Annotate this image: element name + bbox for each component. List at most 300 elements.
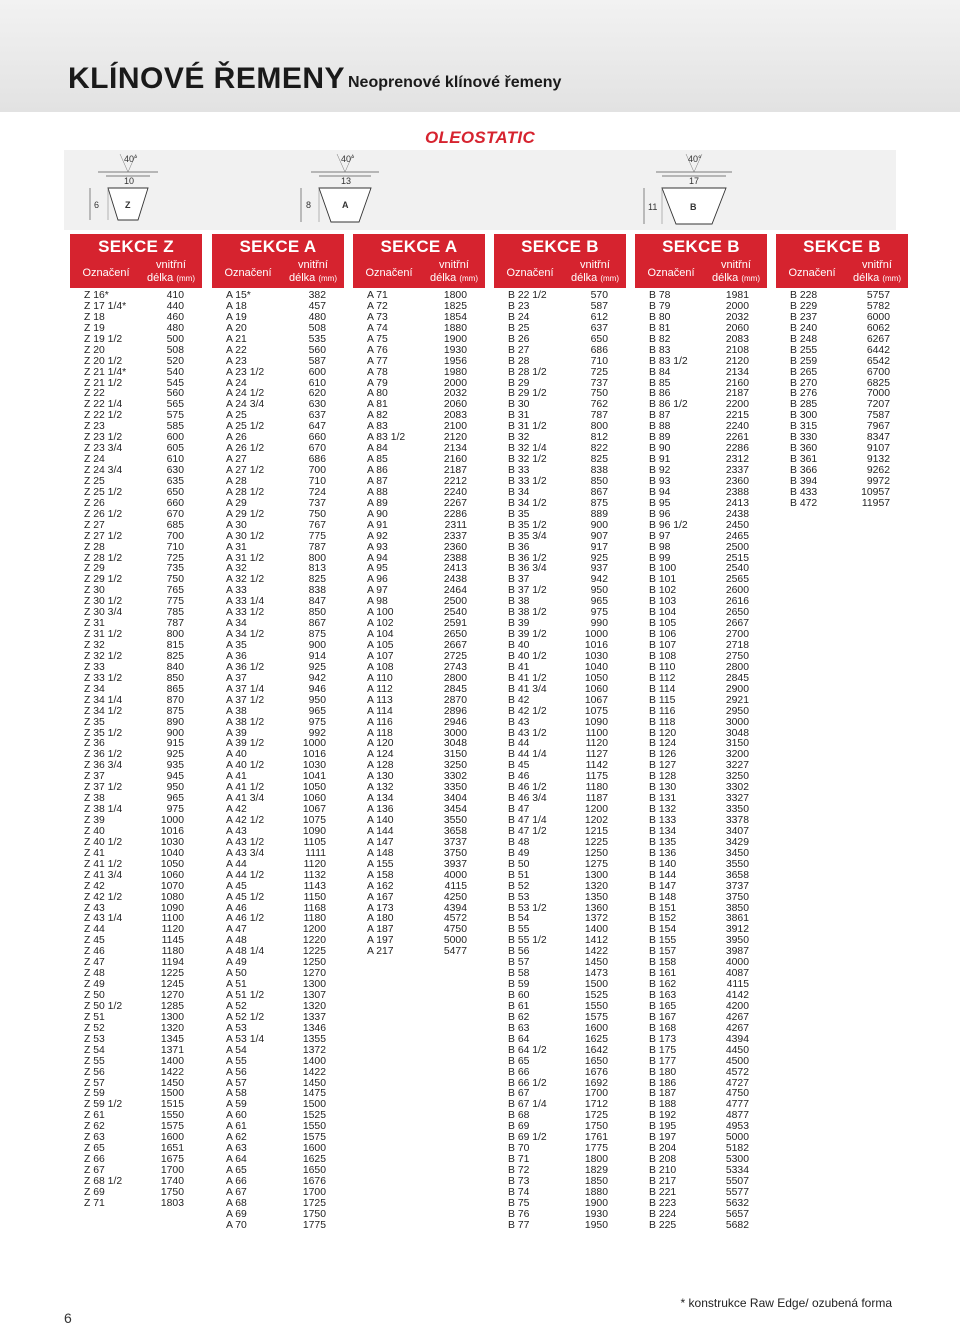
belt-designation: Z 45 — [84, 935, 105, 947]
belt-length: 900 — [166, 727, 184, 739]
table-row — [635, 368, 767, 379]
belt-length: 724 — [308, 486, 326, 498]
belt-length: 1412 — [584, 935, 608, 947]
header-length-word: délka — [429, 272, 457, 284]
table-row — [353, 947, 485, 958]
belt-designation: A 39 1/2 — [226, 738, 265, 750]
belt-designation: B 81 — [649, 322, 671, 334]
table-row — [353, 707, 485, 718]
belt-length: 3950 — [725, 935, 749, 947]
belt-designation: A 147 — [367, 836, 394, 848]
belt-length: 1422 — [584, 946, 608, 958]
belt-length: 2160 — [725, 377, 749, 389]
belt-length: 867 — [308, 618, 326, 630]
belt-length: 2616 — [725, 596, 749, 608]
belt-designation: A 105 — [367, 640, 394, 651]
belt-length: 1300 — [160, 1011, 184, 1023]
belt-designation: A 63 — [226, 1143, 247, 1155]
belt-designation: A 33 1/4 — [226, 596, 265, 608]
belt-length: 1500 — [160, 1088, 184, 1100]
belt-length: 630 — [166, 465, 184, 476]
table-row — [635, 718, 767, 729]
belt-designation: A 98 — [367, 596, 388, 608]
belt-length: 2083 — [725, 333, 749, 345]
belt-length: 1150 — [303, 891, 326, 903]
belt-designation: Z 66 — [84, 1154, 105, 1166]
belt-length: 2240 — [725, 421, 749, 433]
belt-designation: B 47 1/2 — [508, 825, 547, 837]
belt-designation: Z 56 — [84, 1066, 105, 1078]
belt-designation: B 361 — [790, 454, 818, 466]
belt-designation: B 36 3/4 — [508, 563, 547, 575]
belt-designation: B 85 — [649, 377, 671, 389]
belt-length: 2134 — [725, 366, 749, 378]
belt-designation: B 83 1/2 — [649, 355, 688, 367]
belt-designation: B 73 — [508, 1175, 530, 1187]
belt-length: 865 — [166, 683, 184, 695]
belt-length: 1202 — [584, 815, 608, 826]
belt-length: 4267 — [725, 1022, 749, 1034]
belt-designation: A 49 — [226, 957, 247, 969]
belt-designation: Z 50 1/2 — [84, 1000, 123, 1012]
table-row — [212, 1068, 344, 1079]
belt-designation: A 110 — [367, 672, 393, 684]
belt-designation: B 104 — [649, 607, 677, 619]
belt-designation: A 69 — [226, 1208, 247, 1220]
belt-designation: A 118 — [367, 727, 393, 739]
belt-length: 2870 — [443, 694, 467, 706]
belt-designation: B 33 — [508, 465, 530, 476]
belt-length: 1676 — [302, 1175, 326, 1187]
header-length-line1: vnitřní — [439, 259, 469, 271]
belt-designation: A 39 — [226, 727, 247, 739]
belt-designation: B 158 — [649, 957, 677, 969]
belt-length: 1525 — [302, 1110, 326, 1122]
table-row — [70, 871, 202, 882]
belt-length: 1225 — [160, 968, 184, 980]
table-row — [635, 893, 767, 904]
table-row — [70, 707, 202, 718]
belt-length: 1422 — [160, 1066, 184, 1078]
belt-designation: A 155 — [367, 858, 394, 870]
belt-designation: A 37 — [226, 672, 247, 684]
belt-designation: A 107 — [367, 650, 394, 662]
table-row — [494, 882, 626, 893]
belt-designation: B 173 — [649, 1033, 677, 1045]
belt-length: 5757 — [866, 290, 890, 301]
belt-designation: A 30 1/2 — [226, 530, 265, 542]
belt-designation: Z 41 3/4 — [84, 869, 123, 881]
belt-designation: Z 27 — [84, 519, 105, 531]
table-body — [776, 288, 908, 510]
belt-length: 1422 — [302, 1066, 326, 1078]
belt-length: 7967 — [866, 421, 890, 433]
belt-designation: Z 16* — [84, 290, 109, 301]
belt-designation: B 28 — [508, 355, 530, 367]
header-length-line2 — [846, 272, 908, 285]
belt-designation: Z 35 — [84, 716, 105, 728]
belt-length: 1100 — [161, 913, 184, 925]
belt-length: 587 — [308, 355, 326, 367]
belt-length: 800 — [590, 421, 608, 433]
belt-designation: A 53 — [226, 1022, 247, 1034]
belt-designation: A 93 — [367, 541, 388, 553]
belt-designation: B 41 3/4 — [508, 683, 547, 695]
belt-length: 812 — [590, 432, 608, 444]
belt-length: 5782 — [866, 300, 890, 312]
belt-length: 3407 — [725, 825, 749, 837]
belt-designation: B 330 — [790, 432, 818, 444]
belt-length: 1450 — [160, 1077, 184, 1089]
belt-designation: Z 28 1/2 — [84, 552, 123, 564]
belt-length: 840 — [166, 661, 184, 673]
belt-length: 585 — [166, 421, 184, 433]
belt-length: 965 — [166, 793, 184, 805]
belt-length: 2743 — [443, 661, 467, 673]
belt-length: 2134 — [443, 443, 467, 455]
belt-designation: Z 23 1/2 — [84, 432, 123, 444]
belt-length: 5000 — [725, 1132, 749, 1144]
table-row — [212, 1046, 344, 1057]
table-row — [353, 543, 485, 554]
belt-length: 1041 — [302, 771, 326, 783]
belt-length: 540 — [166, 366, 184, 378]
belt-designation: Z 30 3/4 — [84, 607, 123, 619]
belt-designation: Z 26 — [84, 497, 105, 509]
profile-width: 10 — [124, 176, 135, 186]
belt-length: 1650 — [302, 1165, 326, 1176]
belt-designation: B 38 — [508, 596, 530, 608]
belt-length: 2921 — [725, 694, 749, 706]
belt-length: 1400 — [160, 1055, 184, 1067]
belt-length: 737 — [590, 377, 608, 389]
section-table — [212, 234, 344, 1232]
belt-designation: Z 17 1/4* — [84, 300, 127, 312]
belt-designation: B 65 — [508, 1055, 530, 1067]
belt-designation: A 35 — [226, 640, 247, 651]
belt-designation: B 63 — [508, 1022, 530, 1034]
belt-length: 3350 — [443, 782, 467, 794]
belt-designation: B 128 — [649, 771, 677, 783]
belt-designation: B 155 — [649, 935, 677, 947]
belt-designation: B 32 — [508, 432, 530, 444]
belt-length: 1050 — [160, 858, 184, 870]
belt-designation: A 75 — [367, 333, 388, 345]
belt-designation: A 25 — [226, 410, 247, 422]
belt-designation: Z 62 — [84, 1121, 105, 1133]
belt-length: 975 — [308, 716, 326, 728]
belt-length: 1450 — [302, 1077, 326, 1089]
header-length-line2 — [423, 272, 485, 285]
belt-designation: A 66 — [226, 1175, 247, 1187]
belt-length: 1200 — [584, 804, 608, 816]
belt-length: 1320 — [584, 880, 608, 892]
belt-length: 647 — [308, 421, 326, 433]
belt-length: 1900 — [584, 1197, 608, 1209]
belt-designation: A 78 — [367, 366, 388, 378]
belt-designation: Z 40 1/2 — [84, 836, 123, 848]
belt-length: 382 — [308, 290, 326, 301]
belt-designation: B 131 — [649, 793, 677, 805]
belt-designation: B 78 — [649, 290, 671, 301]
belt-designation: Z 44 — [84, 924, 105, 936]
belt-length: 965 — [308, 705, 326, 717]
belt-length: 2200 — [725, 399, 749, 411]
belt-designation: A 25 1/2 — [226, 421, 265, 433]
belt-designation: B 23 — [508, 300, 530, 312]
belt-length: 4250 — [443, 891, 467, 903]
belt-designation: A 23 — [226, 355, 247, 367]
section-title: SEKCE A — [212, 234, 344, 258]
belt-designation: B 186 — [649, 1077, 677, 1089]
belt-designation: B 98 — [649, 541, 671, 553]
belt-designation: Z 21 1/4* — [84, 366, 127, 378]
belt-length: 575 — [166, 410, 184, 422]
belt-designation: A 50 — [226, 968, 247, 980]
table-header — [70, 258, 202, 288]
profile-diagram-z — [70, 150, 190, 230]
belt-length: 2750 — [725, 650, 749, 662]
belt-designation: A 61 — [226, 1121, 247, 1133]
belt-length: 710 — [166, 541, 184, 553]
belt-designation: B 60 — [508, 990, 530, 1001]
table-row — [776, 357, 908, 368]
belt-length: 1016 — [584, 640, 608, 651]
belt-length: 3658 — [443, 825, 467, 837]
belt-length: 889 — [590, 508, 608, 520]
belt-length: 1600 — [160, 1132, 184, 1144]
belt-designation: B 34 — [508, 486, 530, 498]
belt-length: 2337 — [725, 465, 749, 476]
belt-designation: Z 46 — [84, 946, 105, 958]
belt-designation: A 19 — [226, 311, 247, 323]
belt-length: 1250 — [302, 957, 326, 969]
belt-length: 7587 — [866, 410, 890, 422]
table-body — [494, 288, 626, 1232]
belt-length: 710 — [308, 475, 326, 487]
belt-designation: A 51 1/2 — [226, 990, 265, 1001]
belt-designation: A 18 — [226, 300, 247, 312]
belt-designation: B 115 — [649, 694, 676, 706]
belt-designation: Z 51 — [84, 1011, 105, 1023]
belt-designation: A 34 1/2 — [226, 629, 265, 641]
belt-length: 686 — [590, 344, 608, 356]
belt-designation: B 187 — [649, 1088, 677, 1100]
table-row — [353, 893, 485, 904]
belt-designation: Z 36 1/2 — [84, 749, 123, 761]
belt-designation: B 56 — [508, 946, 530, 958]
belt-length: 6000 — [866, 311, 890, 323]
belt-designation: B 62 — [508, 1011, 530, 1023]
belt-designation: A 37 1/2 — [226, 694, 265, 706]
profile-letter: A — [342, 200, 349, 210]
belt-length: 838 — [590, 465, 608, 476]
belt-designation: Z 61 — [84, 1110, 105, 1122]
belt-designation: A 44 1/2 — [226, 869, 265, 881]
belt-length: 1067 — [302, 804, 326, 816]
belt-designation: B 116 — [649, 705, 676, 717]
belt-length: 1950 — [584, 1219, 608, 1231]
belt-length: 660 — [308, 432, 326, 444]
belt-length: 635 — [166, 475, 184, 487]
belt-designation: A 88 — [367, 486, 388, 498]
table-row — [353, 696, 485, 707]
belt-length: 1930 — [584, 1208, 608, 1220]
belt-designation: B 229 — [790, 300, 818, 312]
table-row — [353, 532, 485, 543]
belt-designation: A 44 — [226, 858, 247, 870]
belt-designation: Z 20 1/2 — [84, 355, 123, 367]
belt-length: 2311 — [444, 519, 467, 531]
belt-length: 1075 — [302, 815, 326, 826]
belt-length: 508 — [166, 344, 184, 356]
belt-length: 700 — [166, 530, 184, 542]
table-row — [635, 882, 767, 893]
belt-designation: A 51 — [226, 979, 247, 991]
table-row — [494, 346, 626, 357]
belt-length: 1500 — [584, 979, 608, 991]
belt-designation: B 41 1/2 — [508, 672, 547, 684]
belt-length: 870 — [166, 694, 184, 706]
belt-designation: B 95 — [649, 497, 671, 509]
belt-designation: B 161 — [649, 968, 677, 980]
belt-length: 1016 — [302, 749, 326, 761]
belt-designation: Z 36 — [84, 738, 105, 750]
belt-length: 685 — [166, 519, 184, 531]
belt-length: 1700 — [160, 1165, 184, 1176]
belt-length: 915 — [166, 738, 184, 750]
header-length-line2 — [705, 272, 767, 285]
belt-designation: B 136 — [649, 847, 677, 859]
belt-length: 850 — [308, 607, 326, 619]
belt-designation: B 255 — [790, 344, 818, 356]
belt-designation: B 180 — [649, 1066, 677, 1078]
belt-designation: A 41 3/4 — [226, 793, 265, 805]
page-number: 6 — [64, 1310, 72, 1326]
belt-length: 2650 — [725, 607, 749, 619]
belt-length: 3429 — [725, 836, 749, 848]
belt-designation: A 136 — [367, 804, 394, 816]
belt-length: 660 — [166, 497, 184, 509]
header-length-unit: (mm) — [318, 274, 337, 283]
belt-designation: A 97 — [367, 585, 388, 597]
belt-designation: B 24 — [508, 311, 530, 323]
belt-designation: B 90 — [649, 443, 671, 455]
belt-designation: B 366 — [790, 465, 818, 476]
header-designation: Označení — [506, 267, 554, 279]
belt-length: 1225 — [584, 836, 608, 848]
table-row — [353, 871, 485, 882]
belt-length: 3912 — [725, 924, 749, 936]
table-body — [353, 288, 485, 958]
belt-length: 3550 — [725, 858, 749, 870]
belt-length: 1625 — [302, 1154, 326, 1166]
belt-designation: B 22 1/2 — [508, 290, 547, 301]
section-title: SEKCE B — [494, 234, 626, 258]
belt-length: 815 — [166, 640, 184, 651]
belt-length: 725 — [166, 552, 184, 564]
belt-length: 937 — [590, 563, 608, 575]
belt-length: 3550 — [443, 815, 467, 826]
belt-designation: Z 37 1/2 — [84, 782, 123, 794]
belt-length: 2540 — [725, 563, 749, 575]
brand-label: OLEOSTATIC — [424, 128, 536, 147]
belt-designation: A 95 — [367, 563, 388, 575]
belt-designation: B 433 — [790, 486, 818, 498]
table-row — [70, 1057, 202, 1068]
table-row — [494, 1068, 626, 1079]
belt-designation: B 41 — [508, 661, 530, 673]
belt-length: 4087 — [725, 968, 749, 980]
belt-length: 8347 — [866, 432, 890, 444]
belt-length: 10957 — [861, 486, 890, 498]
belt-designation: B 76 — [508, 1208, 530, 1220]
belt-designation: Z 43 — [84, 902, 105, 914]
belt-designation: B 79 — [649, 300, 671, 312]
belt-length: 1625 — [584, 1033, 608, 1045]
belt-designation: B 248 — [790, 333, 818, 345]
belt-length: 1651 — [160, 1143, 184, 1155]
belt-designation: A 46 1/2 — [226, 913, 265, 925]
belt-designation: Z 24 3/4 — [84, 465, 123, 476]
belt-designation: B 92 — [649, 465, 671, 476]
belt-length: 825 — [590, 454, 608, 466]
table-row — [494, 368, 626, 379]
belt-length: 2600 — [725, 585, 749, 597]
belt-designation: B 315 — [790, 421, 818, 433]
belt-designation: Z 32 1/2 — [84, 650, 123, 662]
belt-designation: Z 40 — [84, 825, 105, 837]
belt-length: 3327 — [725, 793, 749, 805]
belt-designation: A 59 — [226, 1099, 247, 1111]
belt-length: 2700 — [725, 629, 749, 641]
belt-length: 480 — [308, 311, 326, 323]
belt-designation: B 87 — [649, 410, 671, 422]
belt-designation: Z 21 1/2 — [84, 377, 123, 389]
profile-height: 11 — [648, 202, 658, 212]
belt-designation: B 48 — [508, 836, 530, 848]
belt-designation: A 31 1/2 — [226, 552, 265, 564]
table-header — [776, 258, 908, 288]
belt-designation: A 79 — [367, 377, 388, 389]
belt-length: 1180 — [585, 782, 608, 794]
belt-designation: B 75 — [508, 1197, 530, 1209]
table-row — [212, 718, 344, 729]
belt-designation: A 29 — [226, 497, 247, 509]
belt-designation: Z 23 — [84, 421, 105, 433]
belt-length: 4750 — [725, 1088, 749, 1100]
profile-letter: Z — [125, 200, 131, 210]
belt-length: 3658 — [725, 869, 749, 881]
table-row — [635, 871, 767, 882]
belt-designation: B 144 — [649, 869, 677, 881]
belt-designation: A 89 — [367, 497, 388, 509]
belt-designation: A 77 — [367, 355, 388, 367]
belt-length: 1575 — [302, 1132, 326, 1144]
belt-length: 1750 — [160, 1186, 184, 1198]
header-length — [705, 259, 767, 285]
belt-length: 5577 — [725, 1186, 749, 1198]
belt-length: 775 — [166, 596, 184, 608]
table-row — [70, 368, 202, 379]
belt-designation: Z 48 — [84, 968, 105, 980]
belt-designation: B 157 — [649, 946, 677, 958]
belt-designation: A 40 — [226, 749, 247, 761]
belt-length: 2261 — [725, 432, 749, 444]
belt-designation: B 148 — [649, 891, 677, 903]
belt-length: 637 — [308, 410, 326, 422]
belt-length: 637 — [590, 322, 608, 334]
